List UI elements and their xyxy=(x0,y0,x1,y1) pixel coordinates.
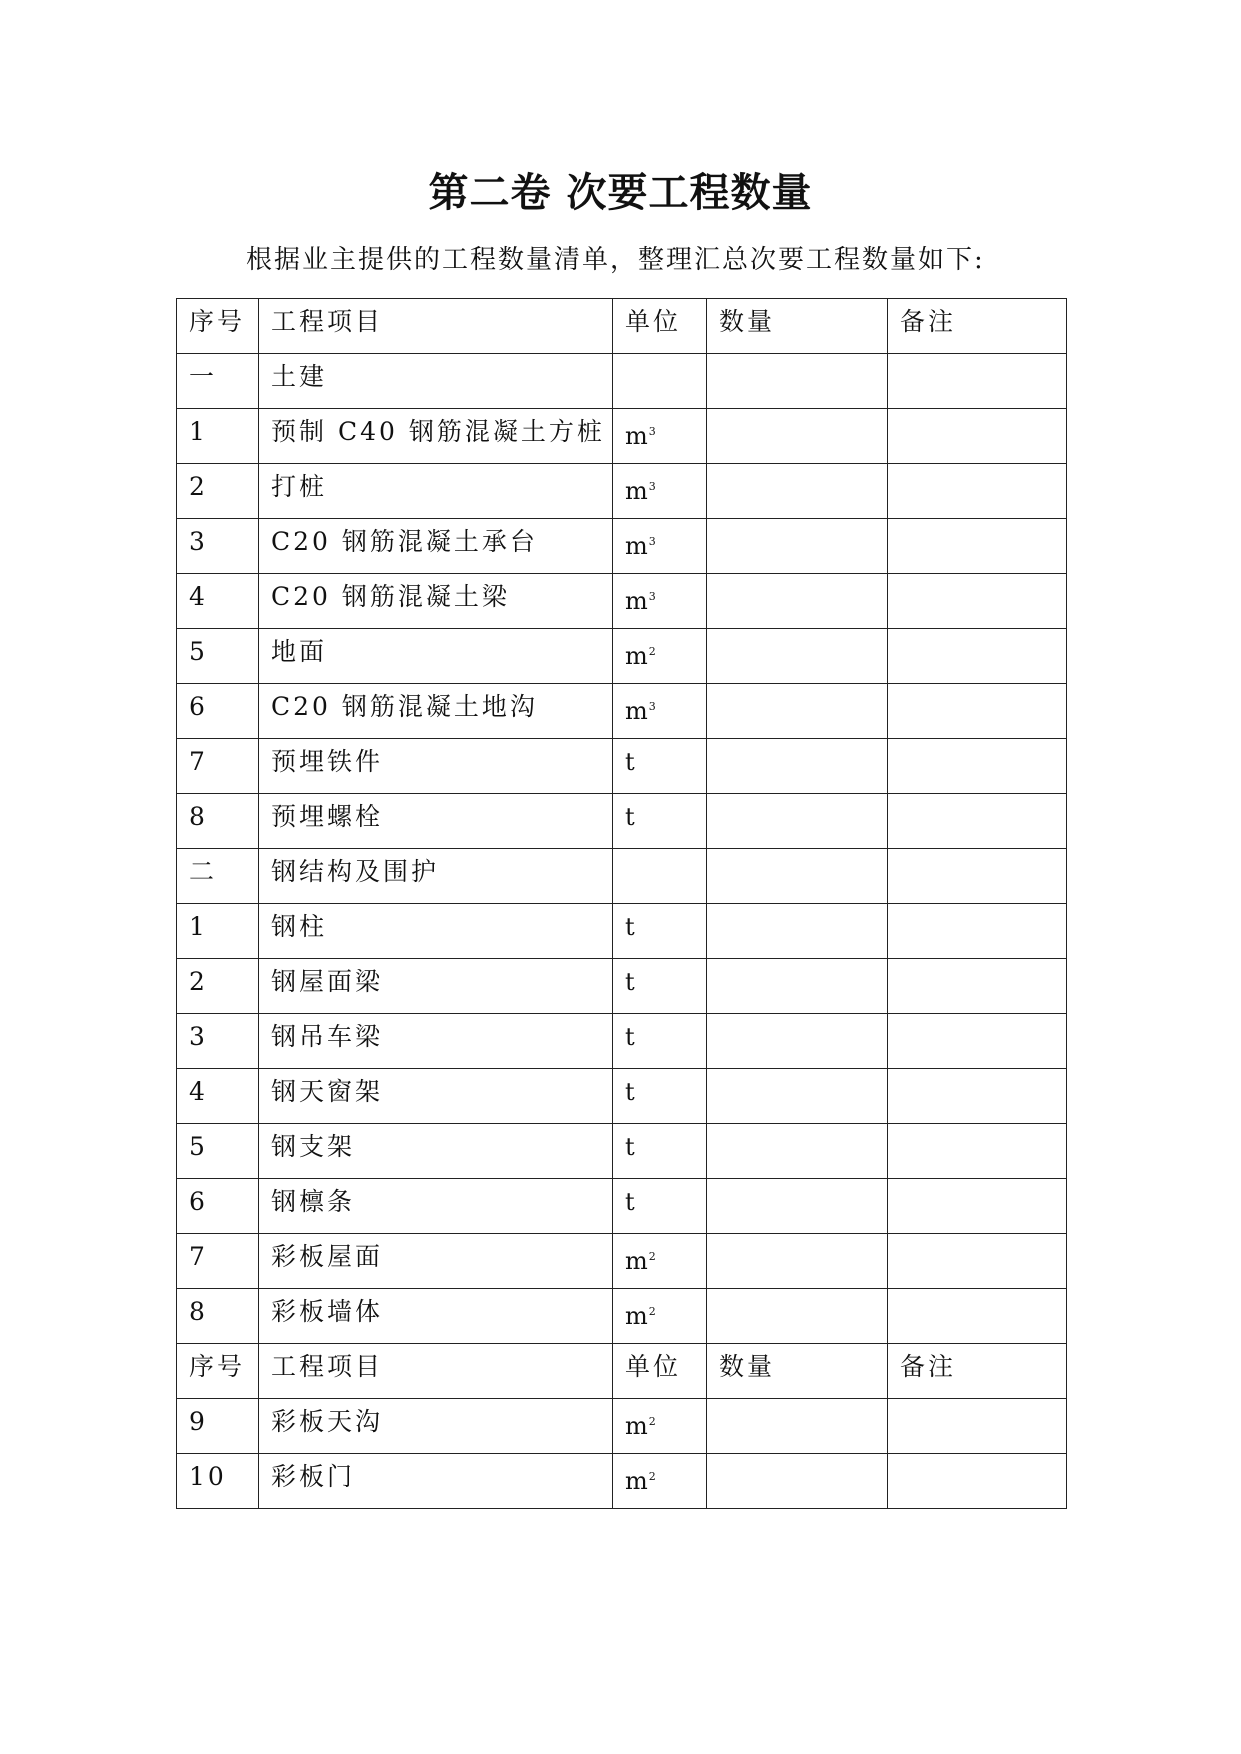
cell-index: 1 xyxy=(177,409,259,464)
cell-unit xyxy=(613,1234,707,1289)
unit-symbol: t xyxy=(625,803,635,831)
cell-remark xyxy=(888,574,1067,629)
cell-index: 3 xyxy=(177,1014,259,1069)
cell-quantity xyxy=(707,519,888,574)
unit-exponent: 3 xyxy=(648,700,656,713)
table-section-row xyxy=(177,354,1067,409)
unit-exponent: 2 xyxy=(648,1470,656,1483)
cell-unit xyxy=(613,354,707,409)
cell-unit: 单位 xyxy=(613,299,707,354)
cell-item: 钢结构及围护 xyxy=(259,849,613,904)
cell-remark xyxy=(888,684,1067,739)
cell-unit xyxy=(613,1069,707,1124)
table-header-row xyxy=(177,1344,1067,1399)
cell-index: 8 xyxy=(177,1289,259,1344)
unit-symbol: t xyxy=(625,1078,635,1106)
cell-unit xyxy=(613,849,707,904)
cell-quantity xyxy=(707,464,888,519)
cell-index: 序号 xyxy=(177,1344,259,1399)
cell-item: 彩板屋面 xyxy=(259,1234,613,1289)
table-section-row xyxy=(177,849,1067,904)
cell-remark xyxy=(888,904,1067,959)
cell-item: 钢柱 xyxy=(259,904,613,959)
quantity-table-body xyxy=(177,299,1067,1509)
cell-index: 10 xyxy=(177,1454,259,1509)
cell-unit xyxy=(613,739,707,794)
cell-unit xyxy=(613,1014,707,1069)
cell-quantity xyxy=(707,574,888,629)
cell-item: 工程项目 xyxy=(259,1344,613,1399)
cell-unit xyxy=(613,574,707,629)
cell-quantity xyxy=(707,1179,888,1234)
unit-exponent: 3 xyxy=(648,590,656,603)
page-title: 第二卷 次要工程数量 xyxy=(428,170,813,216)
unit-symbol: t xyxy=(625,1023,635,1051)
cell-item: 预埋铁件 xyxy=(259,739,613,794)
unit-symbol: m xyxy=(625,477,648,505)
table-row xyxy=(177,1234,1067,1289)
unit-symbol: m xyxy=(625,422,648,450)
cell-index: 7 xyxy=(177,739,259,794)
cell-unit xyxy=(613,1124,707,1179)
cell-item: 钢吊车梁 xyxy=(259,1014,613,1069)
cell-index: 2 xyxy=(177,464,259,519)
unit-exponent: 2 xyxy=(648,645,656,658)
cell-item: 工程项目 xyxy=(259,299,613,354)
table-row xyxy=(177,1454,1067,1509)
table-row xyxy=(177,1399,1067,1454)
unit-symbol: m xyxy=(625,642,648,670)
cell-remark xyxy=(888,1124,1067,1179)
cell-quantity xyxy=(707,684,888,739)
cell-item: 彩板墙体 xyxy=(259,1289,613,1344)
unit-symbol: m xyxy=(625,1467,648,1495)
table-row xyxy=(177,794,1067,849)
cell-quantity xyxy=(707,629,888,684)
cell-quantity: 数量 xyxy=(707,299,888,354)
cell-unit xyxy=(613,1399,707,1454)
cell-remark xyxy=(888,959,1067,1014)
cell-quantity xyxy=(707,1069,888,1124)
cell-remark xyxy=(888,739,1067,794)
cell-index: 2 xyxy=(177,959,259,1014)
cell-remark xyxy=(888,629,1067,684)
table-header-row xyxy=(177,299,1067,354)
unit-symbol: m xyxy=(625,1302,648,1330)
table-row xyxy=(177,409,1067,464)
cell-unit xyxy=(613,904,707,959)
cell-unit xyxy=(613,794,707,849)
cell-item: 地面 xyxy=(259,629,613,684)
cell-unit xyxy=(613,1454,707,1509)
cell-remark xyxy=(888,1289,1067,1344)
unit-exponent: 3 xyxy=(648,480,656,493)
cell-index: 6 xyxy=(177,1179,259,1234)
unit-symbol: m xyxy=(625,697,648,725)
unit-symbol: t xyxy=(625,913,635,941)
cell-unit xyxy=(613,1179,707,1234)
cell-quantity xyxy=(707,1014,888,1069)
cell-item: 土建 xyxy=(259,354,613,409)
cell-index: 7 xyxy=(177,1234,259,1289)
cell-item: 钢天窗架 xyxy=(259,1069,613,1124)
table-row xyxy=(177,1289,1067,1344)
table-row xyxy=(177,904,1067,959)
cell-quantity xyxy=(707,1454,888,1509)
table-row xyxy=(177,629,1067,684)
cell-remark: 备注 xyxy=(888,299,1067,354)
cell-index: 6 xyxy=(177,684,259,739)
cell-quantity: 数量 xyxy=(707,1344,888,1399)
cell-index: 5 xyxy=(177,629,259,684)
cell-index: 一 xyxy=(177,354,259,409)
cell-index: 4 xyxy=(177,1069,259,1124)
cell-index: 1 xyxy=(177,904,259,959)
cell-item: 钢支架 xyxy=(259,1124,613,1179)
cell-quantity xyxy=(707,739,888,794)
cell-item: 打桩 xyxy=(259,464,613,519)
table-row xyxy=(177,1179,1067,1234)
table-row xyxy=(177,1124,1067,1179)
cell-remark xyxy=(888,1234,1067,1289)
cell-remark xyxy=(888,1399,1067,1454)
intro-paragraph: 根据业主提供的工程数量清单，整理汇总次要工程数量如下: xyxy=(246,245,985,275)
unit-exponent: 2 xyxy=(648,1305,656,1318)
quantity-table xyxy=(176,298,1067,1509)
table-row xyxy=(177,574,1067,629)
cell-item: C20 钢筋混凝土地沟 xyxy=(259,684,613,739)
table-row xyxy=(177,684,1067,739)
cell-quantity xyxy=(707,409,888,464)
unit-symbol: m xyxy=(625,1412,648,1440)
table-row xyxy=(177,1014,1067,1069)
cell-remark xyxy=(888,409,1067,464)
unit-symbol: m xyxy=(625,587,648,615)
unit-symbol: t xyxy=(625,1188,635,1216)
cell-remark xyxy=(888,1014,1067,1069)
table-row xyxy=(177,739,1067,794)
cell-unit xyxy=(613,464,707,519)
cell-unit xyxy=(613,409,707,464)
table-row xyxy=(177,519,1067,574)
cell-unit xyxy=(613,1289,707,1344)
cell-item: 钢屋面梁 xyxy=(259,959,613,1014)
cell-remark xyxy=(888,354,1067,409)
unit-symbol: t xyxy=(625,1133,635,1161)
table-row xyxy=(177,959,1067,1014)
cell-quantity xyxy=(707,904,888,959)
table-row xyxy=(177,464,1067,519)
unit-exponent: 3 xyxy=(648,425,656,438)
cell-quantity xyxy=(707,1399,888,1454)
cell-index: 3 xyxy=(177,519,259,574)
unit-symbol: m xyxy=(625,1247,648,1275)
cell-quantity xyxy=(707,1124,888,1179)
cell-index: 9 xyxy=(177,1399,259,1454)
unit-exponent: 2 xyxy=(648,1415,656,1428)
cell-unit xyxy=(613,519,707,574)
cell-remark xyxy=(888,1454,1067,1509)
cell-unit xyxy=(613,684,707,739)
cell-remark: 备注 xyxy=(888,1344,1067,1399)
cell-quantity xyxy=(707,1289,888,1344)
cell-remark xyxy=(888,464,1067,519)
cell-item: C20 钢筋混凝土梁 xyxy=(259,574,613,629)
cell-quantity xyxy=(707,1234,888,1289)
cell-remark xyxy=(888,1179,1067,1234)
cell-item: 彩板门 xyxy=(259,1454,613,1509)
cell-unit xyxy=(613,959,707,1014)
cell-index: 5 xyxy=(177,1124,259,1179)
unit-symbol: m xyxy=(625,532,648,560)
cell-quantity xyxy=(707,354,888,409)
unit-exponent: 2 xyxy=(648,1250,656,1263)
cell-unit xyxy=(613,629,707,684)
cell-index: 二 xyxy=(177,849,259,904)
cell-quantity xyxy=(707,849,888,904)
cell-remark xyxy=(888,849,1067,904)
cell-item: 预制 C40 钢筋混凝土方桩 xyxy=(259,409,613,464)
cell-remark xyxy=(888,519,1067,574)
cell-remark xyxy=(888,1069,1067,1124)
unit-symbol: t xyxy=(625,748,635,776)
unit-exponent: 3 xyxy=(648,535,656,548)
cell-item: 钢檩条 xyxy=(259,1179,613,1234)
cell-item: 彩板天沟 xyxy=(259,1399,613,1454)
cell-index: 8 xyxy=(177,794,259,849)
cell-quantity xyxy=(707,794,888,849)
unit-symbol: t xyxy=(625,968,635,996)
cell-index: 4 xyxy=(177,574,259,629)
cell-item: 预埋螺栓 xyxy=(259,794,613,849)
cell-quantity xyxy=(707,959,888,1014)
cell-remark xyxy=(888,794,1067,849)
cell-index: 序号 xyxy=(177,299,259,354)
table-row xyxy=(177,1069,1067,1124)
cell-unit: 单位 xyxy=(613,1344,707,1399)
cell-item: C20 钢筋混凝土承台 xyxy=(259,519,613,574)
